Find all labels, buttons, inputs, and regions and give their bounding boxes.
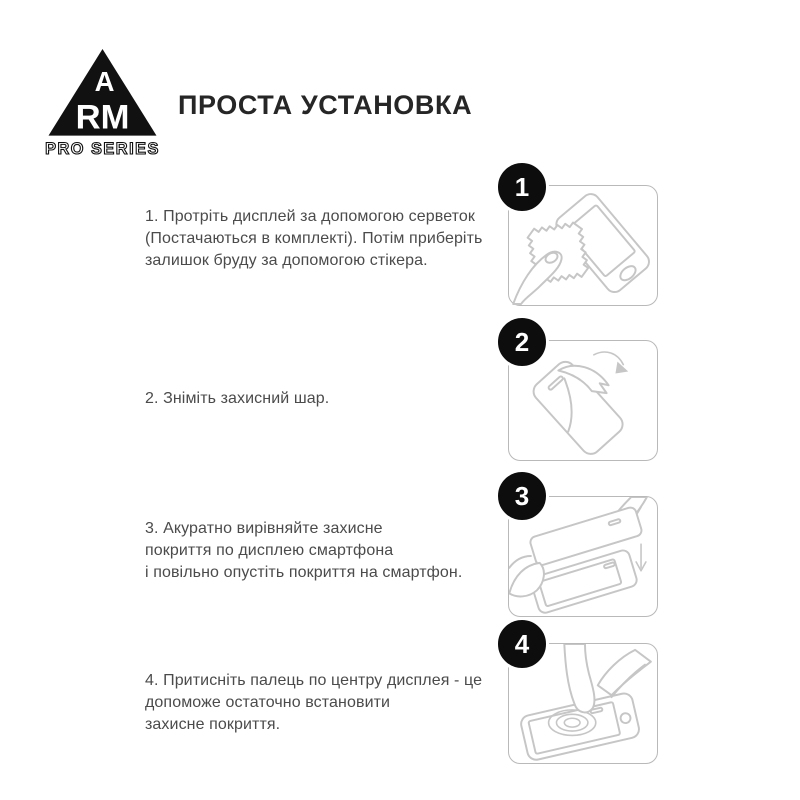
step-1-number: 1 — [514, 171, 530, 202]
step-4-line-2: допоможе остаточно встановити — [145, 694, 391, 711]
step-3-text — [145, 518, 517, 584]
step-4-number-badge — [495, 617, 549, 671]
step-1-line-2: (Постачаються в комплекті). Потім приберіть — [145, 230, 483, 247]
step-2-number-badge — [495, 315, 549, 369]
arm-pro-series-logo — [45, 48, 160, 158]
step-1-line-3: залишок бруду за допомогою стікера. — [145, 252, 428, 269]
step-3-number: 3 — [514, 480, 530, 511]
step-4-line-1: 4. Притисніть палець по центру дисплея - це — [145, 672, 483, 689]
step-2-number: 2 — [514, 326, 530, 357]
step-3-line-2: покриття по дисплею смартфона — [145, 542, 394, 559]
step-1-line-1: 1. Протріть дисплей за допомогою серветок — [145, 208, 476, 225]
step-2-text — [145, 388, 517, 410]
logo-triangle-icon — [45, 48, 160, 158]
logo-letter-a: A — [94, 65, 115, 97]
step-1-number-badge — [495, 160, 549, 214]
pressing-finger — [564, 644, 594, 712]
step-1-text — [145, 206, 517, 272]
hand — [598, 650, 651, 695]
curved-arrow — [594, 352, 624, 365]
step-4-line-3: захисне покриття. — [145, 716, 281, 733]
step-4-text — [145, 670, 517, 736]
step-4-number: 4 — [514, 628, 530, 659]
step-2-line-1: 2. Зніміть захисний шар. — [145, 390, 330, 407]
logo-subtitle-pro-series: PRO SERIES — [45, 139, 160, 158]
step-3-line-1: 3. Акуратно вирівняйте захисне — [145, 520, 383, 537]
page-title: ПРОСТА УСТАНОВКА — [178, 90, 473, 120]
logo-letters-rm: RM — [75, 98, 130, 137]
step-3-number-badge — [495, 469, 549, 523]
step-3-line-3: і повільно опустіть покриття на смартфон. — [145, 564, 463, 581]
